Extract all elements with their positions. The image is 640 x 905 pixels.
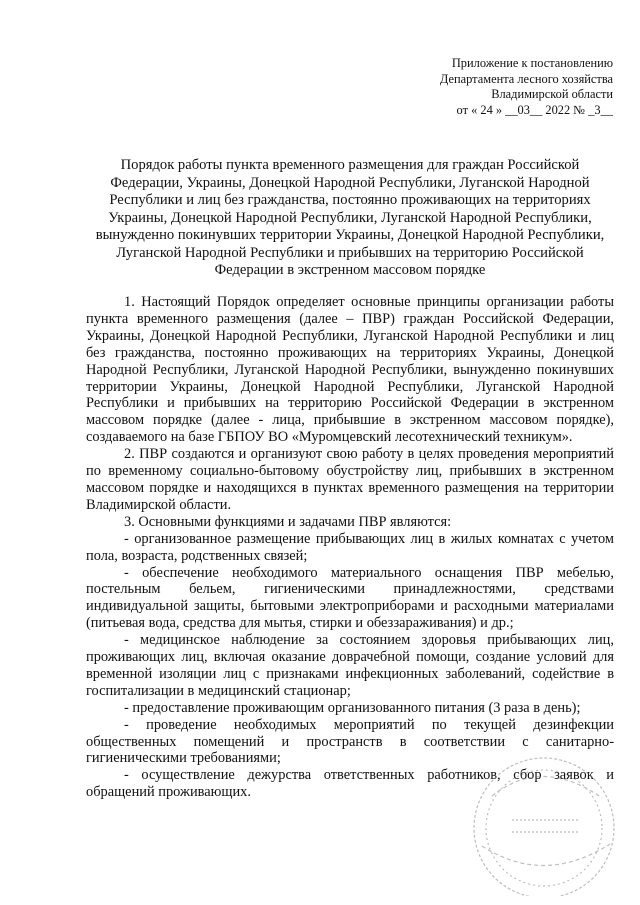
header-line-2: Департамента лесного хозяйства <box>439 71 613 86</box>
list-item-3: - медицинское наблюдение за состоянием здоровья прибывающих лиц, проживающих лиц, включая оказание доврачебной помощи, создание условий для временной изоляции лиц с признаками инфекционных заболеваний, содействие в госпитализации в медицинский стационар; <box>86 632 614 699</box>
paragraph-2: 2. ПВР создаются и организуют свою работу в целях проведения мероприятий по временному социально-бытовому обустройству лиц, прибывших в экстренном массовом порядке и находящихся в пунктах временного размещения на территории Владимирской области. <box>86 446 614 513</box>
header-line-3: Владимирской области <box>491 87 613 102</box>
list-item-5: - проведение необходимых мероприятий по текущей дезинфекции общественных помещений и пространств в соответствии с санитарно-гигиеническими требованиями; <box>86 716 614 767</box>
document-body <box>86 294 614 801</box>
paragraph-1: 1. Настоящий Порядок определяет основные принципы организации работы пункта временного размещения (далее – ПВР) граждан Российской Федерации, Украины, Донецкой Народной Республики, Луганской Народной Республики и лиц без гражданства, постоянно проживающих на территориях Украины, Донецкой Народной Республики, Луганской Народной Республики, вынужденно покинувших территории Украины, Донецкой Народной Республики, Луганской Народной Республики и прибывших на территорию Российской Федерации в экстренном массовом порядке (далее - лица, прибывшие в экстренном массовом порядке), создаваемого на базе ГБПОУ ВО «Муромцевский лесотехнический техникум». <box>86 294 614 446</box>
header-line-1: Приложение к постановлению <box>451 56 613 70</box>
paragraph-3: 3. Основными функциями и задачами ПВР являются: <box>124 513 452 530</box>
list-item-1: - организованное размещение прибывающих лиц в жилых комнатах с учетом пола, возраста, родственных связей; <box>86 530 614 564</box>
header-line-4: от « 24 » __03__ 2022 № _3__ <box>456 102 613 117</box>
list-item-2: - обеспечение необходимого материального оснащения ПВР мебелью, постельным бельем, гигиеническими принадлежностями, средствами индивидуальной защиты, бытовыми электроприборами и расходными материалами (питьевая вода, средства для мытья, стирки и обеззараживания) и др.; <box>86 564 614 632</box>
document-title: Порядок работы пункта временного размещения для граждан Российской Федерации, Украины, Донецкой Народной Республики, Луганской Народной Республики и лиц без гражданства, постоянно проживающих на территориях Украины, Донецкой Народной Республики, Луганской Народной Республики, вынужденно покинувших территории Украины, Донецкой Народной Республики, Луганской Народной Республики и прибывших на территорию Российской Федерации в экстренном массовом порядке <box>95 157 605 278</box>
list-item-6: - осуществление дежурства ответственных работников, сбор заявок и обращений проживающих. <box>86 767 614 801</box>
list-item-4: - предоставление проживающим организованного питания (3 раза в день); <box>124 699 581 716</box>
approval-header <box>373 56 613 118</box>
seal-stamp-icon <box>452 736 622 896</box>
